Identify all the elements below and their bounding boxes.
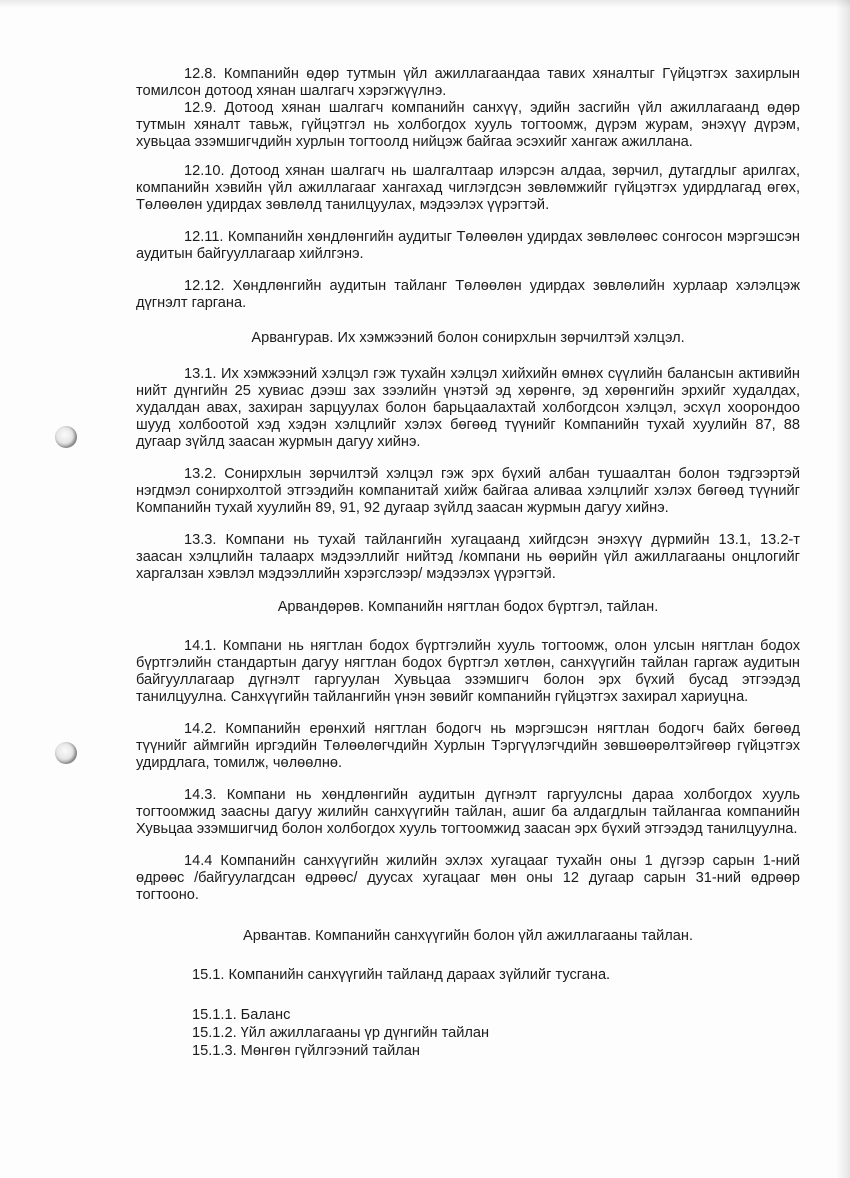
paragraph-13-3: 13.3. Компани нь тухай тайлангийн хугацаанд хийгдсэн энэхүү дүрмийн 13.1, 13.2-т заасан хэлцлийн талаарх мэдээллийг нийтэд /компани нь өөрийн үйл ажиллагааны онцлогийг харгалзан хэвлэл мэдээллийн хэрэгслээр/ мэдээлэх үүрэгтэй.: [136, 532, 800, 582]
paragraph-14-1: 14.1. Компани нь нягтлан бодох бүртгэлийн хууль тогтоомж, олон улсын нягтлан бодох бүртгэлийн стандартын дагуу нягтлан бодох бүртгэл хөтлөн, санхүүгийн тайлан гаргаж аудитын байгууллагаар дүгнэлт гаргуулан Хувьцаа эзэмшигч болон эрх бүхий бусад этгээдэд танилцуулна. Санхүүгийн тайлангийн үнэн зөвийг компанийн гүйцэтгэх захирал хариуцна.: [136, 638, 800, 705]
scan-top-shadow: [0, 0, 850, 8]
paragraph-12-11: 12.11. Компанийн хөндлөнгийн аудитыг Төлөөлөн удирдах зөвлөлөөс сонгосон мэргэшсэн аудитын байгууллагаар хийлгэнэ.: [136, 229, 800, 262]
paragraph-12-12: 12.12. Хөндлөнгийн аудитын тайланг Төлөөлөн удирдах зөвлөлийн хурлаар хэлэлцэж дүгнэлт гаргана.: [136, 278, 800, 311]
document-body: [136, 66, 800, 1060]
list-item-15-1-2: 15.1.2. Үйл ажиллагааны үр дүнгийн тайлан: [192, 1025, 490, 1041]
section-heading-14: Арвандөрөв. Компанийн нягтлан бодох бүртгэл, тайлан.: [277, 599, 659, 615]
paragraph-12-10: 12.10. Дотоод хянан шалгагч нь шалгалтаар илэрсэн алдаа, зөрчил, дутагдлыг арилгах, компанийн хэвийн үйл ажиллагааг хангахад чиглэгдсэн зөвлөмжийг гүйцэтгэх удирдлагад өгөх, Төлөөлөн удирдах зөвлөлд танилцуулах, мэдээлэх үүрэгтэй.: [136, 163, 800, 213]
paragraph-14-2: 14.2. Компанийн ерөнхий нягтлан бодогч нь мэргэшсэн нягтлан бодогч байх бөгөөд түүнийг аймгийн иргэдийн Төлөөлөгчдийн Хурлын Тэргүүлэгчдийн зөвшөөрөлтэйгөөр гүйцэтгэх удирдлага, томилж, чөлөөлнө.: [136, 721, 800, 771]
punch-hole-lower: [55, 742, 77, 764]
list-item-15-1-1: 15.1.1. Баланс: [192, 1007, 291, 1023]
paragraph-13-1: 13.1. Их хэмжээний хэлцэл гэж тухайн хэлцэл хийхийн өмнөх сүүлийн балансын активийн нийт дүнгийн 25 хувиас дээш зах зээлийн үнэтэй эд хөрөнгө, эд хөрөнгийн эрхийг худалдах, худалдан авах, захиран зарцуулах болон барьцаалахтай холбогдсон хэлцэл, эсхүл хоорондоо шууд холбоотой хэд хэдэн хэлцлийг хэлэх бөгөөд түүнийг Компанийн тухай хуулийн 87, 88 дугаар зүйлд заасан журмын дагуу хийнэ.: [136, 366, 800, 450]
list-item-15-1-3: 15.1.3. Мөнгөн гүйлгээний тайлан: [192, 1043, 420, 1059]
section-heading-13: Арвангурав. Их хэмжээний болон сонирхлын зөрчилтэй хэлцэл.: [251, 330, 685, 346]
paragraph-14-4: 14.4 Компанийн санхүүгийн жилийн эхлэх хугацааг тухайн оны 1 дүгээр сарын 1-ний өдрөөс /байгуулагдсан өдрөөс/ дуусах хугацааг мөн оны 12 дугаар сарын 31-ний өдрөөр тогтооно.: [136, 853, 800, 903]
paragraph-13-2: 13.2. Сонирхлын зөрчилтэй хэлцэл гэж эрх бүхий албан тушаалтан болон тэдгээртэй нэгдмэл сонирхолтой этгээдийн компанитай хийж байгаа аливаа хэлцлийг хэлэх бөгөөд түүнийг Компанийн тухай хуулийн 89, 91, 92 дугаар зүйлд заасан журмын дагуу хийнэ.: [136, 466, 800, 516]
paragraph-14-3: 14.3. Компани нь хөндлөнгийн аудитын дүгнэлт гаргуулсны дараа холбогдох хууль тогтоомжид заасны дагуу жилийн санхүүгийн тайлан, ашиг ба алдагдлын тайлангаа компанийн Хувьцаа эзэмшигчид болон холбогдох хууль тогтоомжид заасан эрх бүхий этгээдэд танилцуулна.: [136, 787, 800, 837]
paragraph-12-8: 12.8. Компанийн өдөр тутмын үйл ажиллагаандаа тавих хяналтыг Гүйцэтгэх захирлын томилсон дотоод хянан шалгагч хэрэгжүүлнэ.: [136, 66, 800, 99]
section-heading-15: Арвантав. Компанийн санхүүгийн болон үйл ажиллагааны тайлан.: [243, 928, 693, 944]
paragraph-15-1: 15.1. Компанийн санхүүгийн тайланд дараах зүйлийг тусгана.: [192, 967, 611, 983]
paragraph-12-9: 12.9. Дотоод хянан шалгагч компанийн санхүү, эдийн засгийн үйл ажиллагаанд өдөр тутмын хяналт тавьж, гүйцэтгэл нь холбогдох хууль тогтоомж, дүрэм журам, энэхүү дүрэм, хувьцаа эзэмшигчдийн хурлын тогтоолд нийцэж байгаа эсэхийг хангаж ажиллана.: [136, 100, 800, 150]
punch-hole-upper: [55, 426, 77, 448]
scan-edge-shadow: [836, 0, 850, 1178]
